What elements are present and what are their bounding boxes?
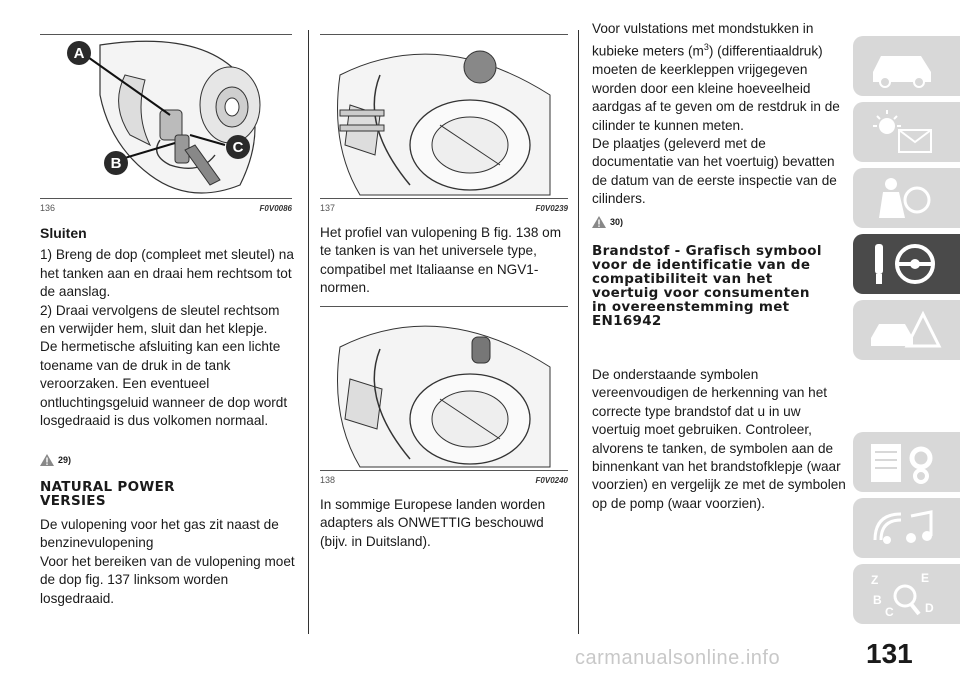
svg-text:D: D <box>925 601 934 615</box>
paragraph: Het profiel van vulopening B fig. 138 om te tanken is van het universele type, compatibel met Italiaanse en NGV1-normen. <box>320 225 562 296</box>
column-1-text-bottom <box>40 516 296 608</box>
column-2-text-bottom <box>320 496 570 551</box>
sidebar-tab-warning-lights[interactable] <box>853 102 960 162</box>
sidebar-tab-car[interactable] <box>853 36 960 96</box>
figure-137 <box>320 34 568 215</box>
sidebar-tab-maintenance[interactable] <box>853 432 960 492</box>
warning-ref-number: 29) <box>58 455 72 465</box>
figure-138 <box>320 306 568 487</box>
figure-136 <box>40 34 292 215</box>
gas-inlet-open-illustration <box>320 307 568 473</box>
sidebar-tab-multimedia[interactable] <box>853 498 960 558</box>
callout-b-label: B <box>110 154 122 172</box>
figure-number: 136 <box>40 203 56 213</box>
callout-a-badge <box>67 41 91 65</box>
sidebar-tab-emergency[interactable] <box>853 300 960 360</box>
column-3-text-top <box>592 20 846 209</box>
section-heading: NATURAL POWER VERSIES <box>40 479 175 509</box>
warning-triangle-icon <box>592 216 606 228</box>
column-1-text-top <box>40 224 296 430</box>
svg-text:B: B <box>873 593 882 607</box>
figure-code: F0V0240 <box>535 475 568 485</box>
warning-reference <box>592 216 623 228</box>
column-divider <box>308 30 309 634</box>
figure-number: 138 <box>320 475 336 485</box>
figure-code: F0V0086 <box>259 203 292 213</box>
figure-code: F0V0239 <box>535 203 568 213</box>
index-search-icon <box>865 570 945 618</box>
section-heading: Brandstof - Grafisch symbool voor de identificatie van de compatibiliteit van het voertuig voor consumenten in overeenstemming met EN16942 <box>592 243 822 329</box>
figure-138-caption <box>320 470 568 487</box>
column-divider <box>578 30 579 634</box>
svg-text:C: C <box>885 605 894 618</box>
paragraph: De onderstaande symbolen vereenvoudigen de herkenning van het correcte type brandstof dat u in uw voertuig moet gebruiken. Controleer, alvorens te tanken, de symbolen aan de binnenkant van het brandstofklepje (waar voorzien) en vergelijk ze met de symbolen op de pomp (waar voorzien). <box>592 367 846 511</box>
multimedia-icon <box>865 504 945 552</box>
figure-136-caption <box>40 198 292 215</box>
gas-inlet-illustration <box>320 35 568 201</box>
figure-number: 137 <box>320 203 336 213</box>
page-number: 131 <box>866 638 913 669</box>
section-subhead: Sluiten <box>40 225 87 241</box>
paragraph: 1) Breng de dop (compleet met sleutel) na het tanken aan en draai hem rechtsom tot de aanslag. <box>40 247 294 300</box>
paragraph: Voor het bereiken van de vulopening moet de dop fig. 137 linksom worden losgedraaid. <box>40 553 295 606</box>
callout-a-label: A <box>73 44 85 62</box>
breakdown-triangle-icon <box>865 306 945 354</box>
car-icon <box>865 42 945 90</box>
paragraph: De vulopening voor het gas zit naast de benzinevulopening <box>40 517 279 551</box>
text-fragment: ) (differentiaaldruk) moeten de keerkleppen vrijgegeven worden door een kleine hoeveelheid aardgas af te geven om de restdruk in de cilinder te kunnen meten. <box>592 43 840 133</box>
callout-b-badge <box>104 151 128 175</box>
paragraph: In sommige Europese landen worden adapters als ONWETTIG beschouwd (bijv. in Duitsland). <box>320 497 546 549</box>
sidebar-tab-driving[interactable] <box>853 234 960 294</box>
svg-text:E: E <box>921 571 930 585</box>
warning-lights-icon <box>865 108 945 156</box>
airbag-safety-icon <box>865 174 945 222</box>
watermark: carmanualsonline.info <box>575 647 781 669</box>
callout-c-badge <box>226 135 250 159</box>
paragraph: 2) Draai vervolgens de sleutel rechtsom en verwijder hem, sluit dan het klepje. <box>40 302 280 337</box>
sidebar-tab-index[interactable] <box>853 564 960 624</box>
warning-triangle-icon <box>40 454 54 466</box>
callout-c-label: C <box>232 138 244 156</box>
superscript: 3 <box>703 42 709 53</box>
warning-reference <box>40 454 71 466</box>
column-2-text-top <box>320 224 570 298</box>
column-3-text-bottom <box>592 366 846 513</box>
warning-ref-number: 30) <box>610 217 624 227</box>
paragraph: De hermetische afsluiting kan een lichte toename van de druk in de tank veroorzaken. Een eventueel ontluchtingsgeluid wanneer de dop wordt losgedraaid is dus volkomen normaal. <box>40 339 288 429</box>
steering-wheel-key-icon <box>865 240 945 288</box>
figure-137-caption <box>320 198 568 215</box>
svg-text:Z: Z <box>871 573 879 587</box>
paragraph: De plaatjes (geleverd met de documentatie van het voertuig) bevatten de datum van de eerste inspectie van de cilinders. <box>592 135 837 207</box>
maintenance-gear-icon <box>865 438 945 486</box>
sidebar-tab-safety[interactable] <box>853 168 960 228</box>
paragraph <box>592 20 846 135</box>
text-fragment: Voor vulstations met mondstukken in kubieke meters (m <box>592 21 814 59</box>
